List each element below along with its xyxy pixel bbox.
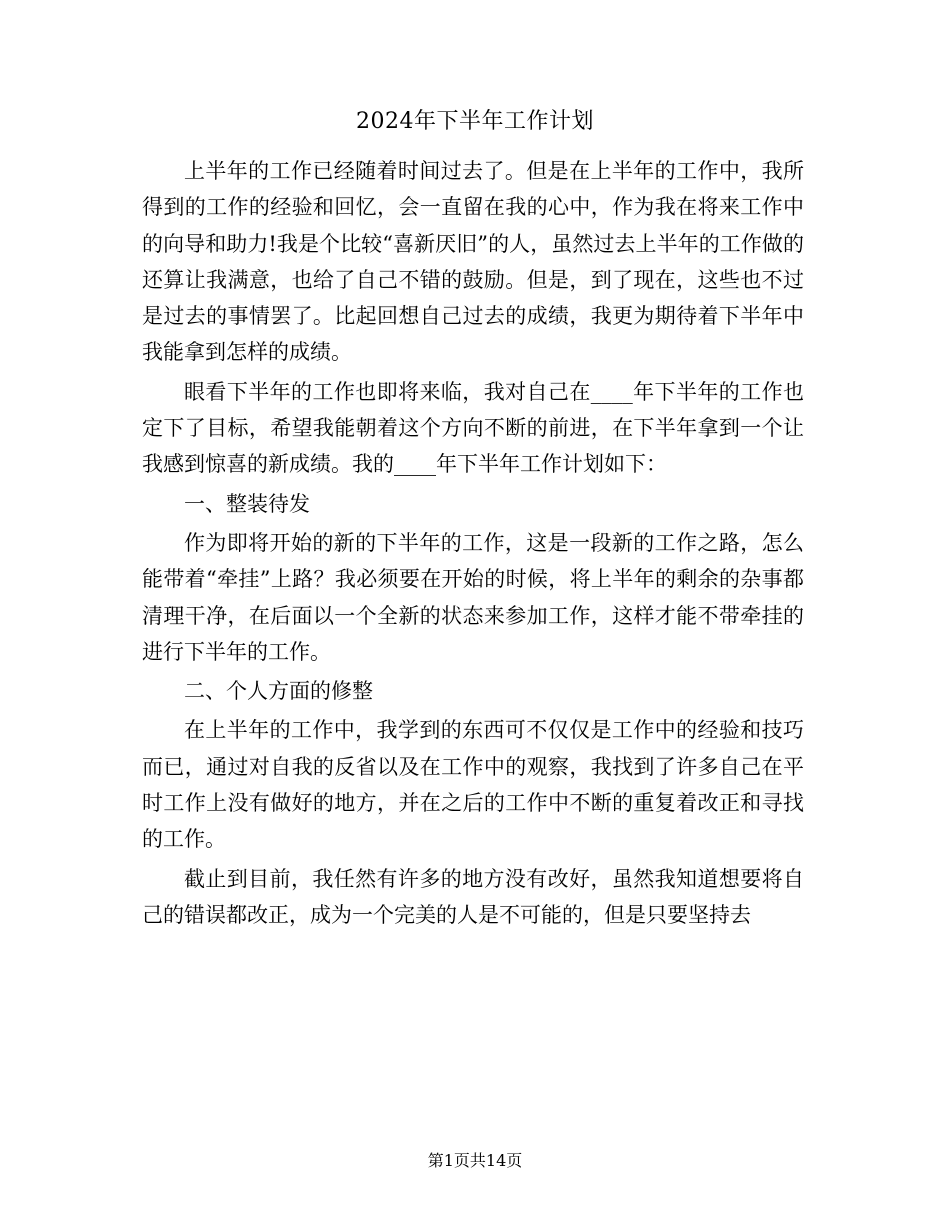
page-footer: 第1页共14页: [427, 1151, 523, 1170]
section-heading: 一、整装待发: [184, 491, 310, 516]
section-heading: 二、个人方面的修整: [184, 679, 373, 704]
page-title: 2024年下半年工作计划: [356, 109, 594, 134]
paragraph: 在上半年的工作中，我学到的东西可不仅仅是工作中的经验和技巧而已，通过对自我的反省以及在工作中的观察，我找到了许多自己在平时工作上没有做好的地方，并在之后的工作中不断的重复着改正和寻找的工作。: [142, 718, 804, 852]
paragraph: 截止到目前，我任然有许多的地方没有改好，虽然我知道想要将自己的错误都改正，成为一个完美的人是不可能的，但是只要坚持去: [142, 866, 804, 927]
paragraph: 眼看下半年的工作也即将来临，我对自己在____年下半年的工作也定下了目标，希望我能朝着这个方向不断的前进，在下半年拿到一个让我感到惊喜的新成绩。我的____年下半年工作计划如下：: [142, 379, 804, 477]
paragraph: 作为即将开始的新的下半年的工作，这是一段新的工作之路，怎么能带着“牵挂”上路？我必须要在开始的时候，将上半年的剩余的杂事都清理干净，在后面以一个全新的状态来参加工作，这样才能不带牵挂的进行下半年的工作。: [142, 530, 804, 664]
document-body: [142, 153, 804, 936]
paragraph: 上半年的工作已经随着时间过去了。但是在上半年的工作中，我所得到的工作的经验和回忆，会一直留在我的心中，作为我在将来工作中的向导和助力!我是个比较“喜新厌旧”的人，虽然过去上半年的工作做的还算让我满意，也给了自己不错的鼓励。但是，到了现在，这些也不过是过去的事情罢了。比起回想自己过去的成绩，我更为期待着下半年中我能拿到怎样的成绩。: [142, 159, 804, 365]
